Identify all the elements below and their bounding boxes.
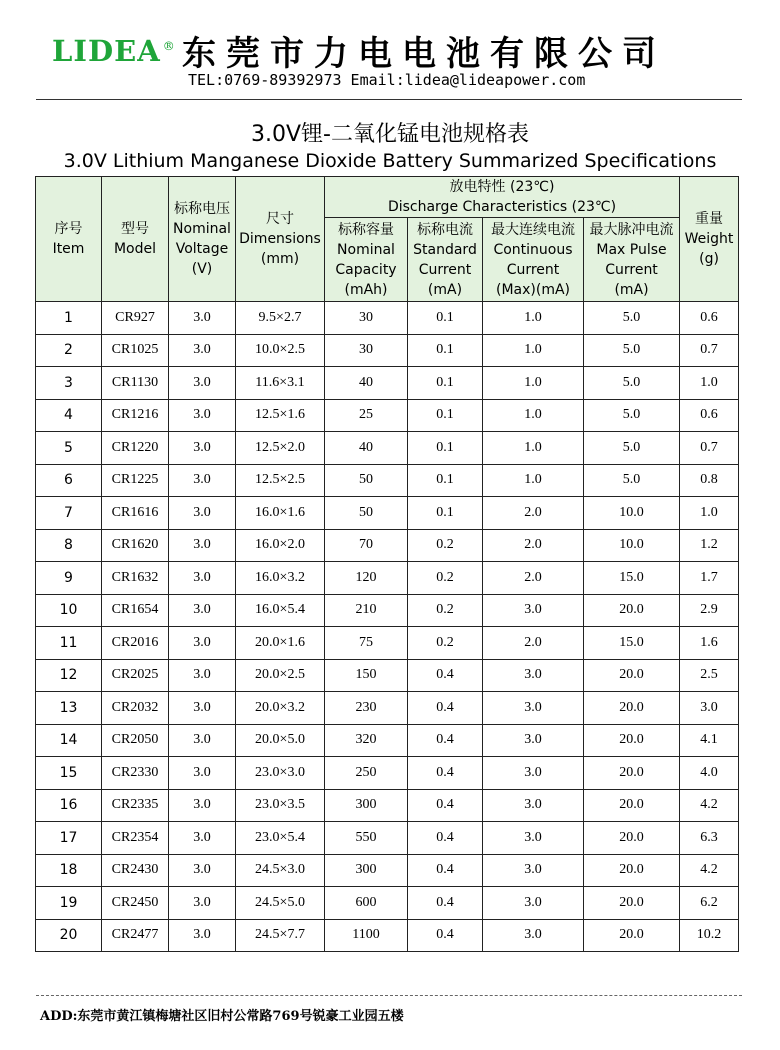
cell-pulse-current: 10.0 [584, 497, 680, 530]
cell-voltage: 3.0 [169, 529, 236, 562]
cell-item: 2 [36, 334, 102, 367]
cell-item: 20 [36, 919, 102, 952]
cell-standard-current: 0.4 [408, 757, 483, 790]
cell-standard-current: 0.4 [408, 724, 483, 757]
cell-standard-current: 0.2 [408, 594, 483, 627]
cell-dimensions: 20.0×5.0 [236, 724, 325, 757]
cell-capacity: 550 [325, 822, 408, 855]
cell-model: CR1654 [102, 594, 169, 627]
cell-continuous-current: 1.0 [483, 432, 584, 465]
cell-pulse-current: 15.0 [584, 562, 680, 595]
cell-voltage: 3.0 [169, 594, 236, 627]
cell-continuous-current: 3.0 [483, 724, 584, 757]
cell-weight: 4.0 [680, 757, 739, 790]
cell-item: 4 [36, 399, 102, 432]
cell-dimensions: 12.5×1.6 [236, 399, 325, 432]
cell-model: CR2050 [102, 724, 169, 757]
cell-pulse-current: 20.0 [584, 822, 680, 855]
cell-standard-current: 0.1 [408, 367, 483, 400]
cell-item: 11 [36, 627, 102, 660]
cell-pulse-current: 5.0 [584, 302, 680, 335]
cell-model: CR2025 [102, 659, 169, 692]
table-row [36, 757, 739, 790]
cell-weight: 1.7 [680, 562, 739, 595]
cell-item: 5 [36, 432, 102, 465]
cell-model: CR2477 [102, 919, 169, 952]
cell-weight: 4.2 [680, 789, 739, 822]
cell-capacity: 300 [325, 854, 408, 887]
table-row [36, 432, 739, 465]
cell-pulse-current: 5.0 [584, 464, 680, 497]
cell-weight: 0.7 [680, 432, 739, 465]
cell-dimensions: 16.0×5.4 [236, 594, 325, 627]
cell-pulse-current: 20.0 [584, 789, 680, 822]
cell-continuous-current: 1.0 [483, 334, 584, 367]
cell-standard-current: 0.2 [408, 562, 483, 595]
cell-weight: 1.2 [680, 529, 739, 562]
cell-standard-current: 0.1 [408, 334, 483, 367]
table-row [36, 497, 739, 530]
logo-text: LIDEA [52, 34, 161, 68]
cell-pulse-current: 5.0 [584, 432, 680, 465]
table-row [36, 464, 739, 497]
cell-standard-current: 0.1 [408, 464, 483, 497]
cell-item: 9 [36, 562, 102, 595]
cell-pulse-current: 20.0 [584, 692, 680, 725]
cell-model: CR1616 [102, 497, 169, 530]
cell-item: 8 [36, 529, 102, 562]
cell-capacity: 320 [325, 724, 408, 757]
cell-item: 18 [36, 854, 102, 887]
cell-item: 14 [36, 724, 102, 757]
cell-continuous-current: 3.0 [483, 919, 584, 952]
cell-capacity: 75 [325, 627, 408, 660]
cell-item: 12 [36, 659, 102, 692]
spec-table-body [36, 302, 739, 952]
company-name: 东莞市力电电池有限公司 [182, 34, 666, 74]
cell-pulse-current: 20.0 [584, 724, 680, 757]
table-row [36, 562, 739, 595]
header-divider [36, 99, 742, 100]
cell-model: CR1632 [102, 562, 169, 595]
cell-item: 15 [36, 757, 102, 790]
cell-continuous-current: 3.0 [483, 822, 584, 855]
cell-voltage: 3.0 [169, 334, 236, 367]
cell-continuous-current: 3.0 [483, 789, 584, 822]
cell-dimensions: 23.0×3.5 [236, 789, 325, 822]
cell-capacity: 40 [325, 432, 408, 465]
table-row [36, 692, 739, 725]
cell-dimensions: 23.0×3.0 [236, 757, 325, 790]
cell-capacity: 210 [325, 594, 408, 627]
header-row-1 [36, 177, 739, 218]
cell-item: 19 [36, 887, 102, 920]
cell-standard-current: 0.1 [408, 497, 483, 530]
spec-table [35, 176, 739, 952]
cell-standard-current: 0.1 [408, 399, 483, 432]
cell-weight: 10.2 [680, 919, 739, 952]
company-address: ADD:东莞市黄江镇梅塘社区旧村公常路769号锐豪工业园五楼 [40, 1009, 404, 1024]
page-title-en: 3.0V Lithium Manganese Dioxide Battery Summarized Specifications [63, 150, 717, 172]
cell-dimensions: 16.0×2.0 [236, 529, 325, 562]
cell-voltage: 3.0 [169, 302, 236, 335]
table-row [36, 594, 739, 627]
cell-continuous-current: 3.0 [483, 692, 584, 725]
cell-weight: 4.1 [680, 724, 739, 757]
cell-continuous-current: 2.0 [483, 627, 584, 660]
cell-continuous-current: 1.0 [483, 302, 584, 335]
cell-model: CR1225 [102, 464, 169, 497]
cell-capacity: 40 [325, 367, 408, 400]
cell-dimensions: 10.0×2.5 [236, 334, 325, 367]
cell-weight: 6.2 [680, 887, 739, 920]
table-row [36, 822, 739, 855]
col-header-pulse-current: 最大脉冲电流 Max Pulse Current (mA) [584, 218, 680, 302]
cell-dimensions: 12.5×2.0 [236, 432, 325, 465]
cell-model: CR1216 [102, 399, 169, 432]
cell-voltage: 3.0 [169, 627, 236, 660]
cell-model: CR2450 [102, 887, 169, 920]
table-row [36, 367, 739, 400]
cell-weight: 1.0 [680, 367, 739, 400]
cell-dimensions: 16.0×3.2 [236, 562, 325, 595]
cell-voltage: 3.0 [169, 757, 236, 790]
cell-weight: 3.0 [680, 692, 739, 725]
cell-dimensions: 9.5×2.7 [236, 302, 325, 335]
cell-pulse-current: 15.0 [584, 627, 680, 660]
cell-dimensions: 23.0×5.4 [236, 822, 325, 855]
cell-dimensions: 20.0×1.6 [236, 627, 325, 660]
cell-voltage: 3.0 [169, 399, 236, 432]
cell-pulse-current: 20.0 [584, 854, 680, 887]
col-header-standard-current: 标称电流 Standard Current (mA) [408, 218, 483, 302]
cell-item: 7 [36, 497, 102, 530]
table-row [36, 854, 739, 887]
cell-model: CR2430 [102, 854, 169, 887]
cell-voltage: 3.0 [169, 367, 236, 400]
cell-dimensions: 24.5×3.0 [236, 854, 325, 887]
table-row [36, 887, 739, 920]
cell-item: 16 [36, 789, 102, 822]
cell-model: CR1025 [102, 334, 169, 367]
cell-capacity: 120 [325, 562, 408, 595]
cell-pulse-current: 20.0 [584, 594, 680, 627]
cell-capacity: 1100 [325, 919, 408, 952]
cell-voltage: 3.0 [169, 432, 236, 465]
cell-pulse-current: 5.0 [584, 334, 680, 367]
cell-continuous-current: 1.0 [483, 367, 584, 400]
cell-capacity: 230 [325, 692, 408, 725]
cell-item: 3 [36, 367, 102, 400]
contact-line: TEL:0769-89392973 Email:lidea@lideapower.com [188, 71, 586, 89]
cell-capacity: 250 [325, 757, 408, 790]
cell-continuous-current: 2.0 [483, 562, 584, 595]
cell-voltage: 3.0 [169, 562, 236, 595]
cell-continuous-current: 3.0 [483, 757, 584, 790]
cell-dimensions: 11.6×3.1 [236, 367, 325, 400]
cell-standard-current: 0.4 [408, 854, 483, 887]
cell-voltage: 3.0 [169, 692, 236, 725]
page-title-cn: 3.0V锂-二氧化锰电池规格表 [251, 122, 529, 147]
cell-item: 10 [36, 594, 102, 627]
cell-voltage: 3.0 [169, 659, 236, 692]
letterhead [0, 0, 780, 100]
cell-pulse-current: 20.0 [584, 887, 680, 920]
cell-capacity: 300 [325, 789, 408, 822]
cell-continuous-current: 2.0 [483, 529, 584, 562]
cell-item: 17 [36, 822, 102, 855]
cell-voltage: 3.0 [169, 887, 236, 920]
cell-model: CR1130 [102, 367, 169, 400]
cell-dimensions: 20.0×3.2 [236, 692, 325, 725]
cell-model: CR2016 [102, 627, 169, 660]
table-row [36, 659, 739, 692]
cell-standard-current: 0.1 [408, 432, 483, 465]
cell-voltage: 3.0 [169, 854, 236, 887]
cell-pulse-current: 10.0 [584, 529, 680, 562]
cell-weight: 0.6 [680, 399, 739, 432]
cell-model: CR1620 [102, 529, 169, 562]
cell-capacity: 70 [325, 529, 408, 562]
col-header-weight: 重量 Weight (g) [680, 177, 739, 302]
cell-model: CR2354 [102, 822, 169, 855]
table-row [36, 789, 739, 822]
cell-pulse-current: 20.0 [584, 659, 680, 692]
cell-weight: 6.3 [680, 822, 739, 855]
cell-capacity: 600 [325, 887, 408, 920]
cell-weight: 4.2 [680, 854, 739, 887]
col-header-voltage: 标称电压 Nominal Voltage (V) [169, 177, 236, 302]
cell-voltage: 3.0 [169, 822, 236, 855]
cell-continuous-current: 3.0 [483, 854, 584, 887]
cell-capacity: 25 [325, 399, 408, 432]
cell-weight: 0.6 [680, 302, 739, 335]
cell-standard-current: 0.4 [408, 659, 483, 692]
cell-weight: 2.5 [680, 659, 739, 692]
table-row [36, 627, 739, 660]
cell-weight: 0.7 [680, 334, 739, 367]
cell-voltage: 3.0 [169, 919, 236, 952]
cell-voltage: 3.0 [169, 724, 236, 757]
col-header-capacity: 标称容量 Nominal Capacity (mAh) [325, 218, 408, 302]
cell-model: CR2335 [102, 789, 169, 822]
cell-continuous-current: 2.0 [483, 497, 584, 530]
col-header-dimensions: 尺寸 Dimensions (mm) [236, 177, 325, 302]
table-row [36, 302, 739, 335]
cell-dimensions: 20.0×2.5 [236, 659, 325, 692]
cell-standard-current: 0.2 [408, 529, 483, 562]
cell-standard-current: 0.4 [408, 919, 483, 952]
cell-standard-current: 0.1 [408, 302, 483, 335]
cell-item: 1 [36, 302, 102, 335]
cell-continuous-current: 1.0 [483, 464, 584, 497]
cell-model: CR2032 [102, 692, 169, 725]
cell-capacity: 50 [325, 464, 408, 497]
cell-standard-current: 0.4 [408, 822, 483, 855]
cell-pulse-current: 20.0 [584, 757, 680, 790]
cell-model: CR1220 [102, 432, 169, 465]
registered-mark: ® [162, 39, 176, 54]
cell-pulse-current: 5.0 [584, 399, 680, 432]
cell-dimensions: 12.5×2.5 [236, 464, 325, 497]
cell-pulse-current: 5.0 [584, 367, 680, 400]
col-header-item: 序号 Item [36, 177, 102, 302]
col-header-discharge-group: 放电特性 (23℃) Discharge Characteristics (23℃) [325, 177, 680, 218]
cell-standard-current: 0.4 [408, 789, 483, 822]
cell-weight: 1.0 [680, 497, 739, 530]
cell-voltage: 3.0 [169, 464, 236, 497]
cell-continuous-current: 3.0 [483, 887, 584, 920]
lidea-logo [52, 34, 176, 68]
cell-dimensions: 24.5×7.7 [236, 919, 325, 952]
cell-weight: 2.9 [680, 594, 739, 627]
cell-capacity: 30 [325, 334, 408, 367]
cell-capacity: 150 [325, 659, 408, 692]
cell-model: CR2330 [102, 757, 169, 790]
table-row [36, 529, 739, 562]
cell-voltage: 3.0 [169, 497, 236, 530]
table-row [36, 724, 739, 757]
cell-standard-current: 0.4 [408, 887, 483, 920]
cell-continuous-current: 1.0 [483, 399, 584, 432]
cell-item: 6 [36, 464, 102, 497]
table-row [36, 399, 739, 432]
table-row [36, 334, 739, 367]
cell-continuous-current: 3.0 [483, 594, 584, 627]
col-header-model: 型号 Model [102, 177, 169, 302]
col-header-continuous-current: 最大连续电流 Continuous Current (Max)(mA) [483, 218, 584, 302]
cell-dimensions: 24.5×5.0 [236, 887, 325, 920]
cell-standard-current: 0.4 [408, 692, 483, 725]
footer-divider [36, 995, 742, 996]
cell-model: CR927 [102, 302, 169, 335]
cell-capacity: 30 [325, 302, 408, 335]
cell-weight: 0.8 [680, 464, 739, 497]
cell-voltage: 3.0 [169, 789, 236, 822]
cell-capacity: 50 [325, 497, 408, 530]
cell-continuous-current: 3.0 [483, 659, 584, 692]
table-row [36, 919, 739, 952]
cell-standard-current: 0.2 [408, 627, 483, 660]
cell-item: 13 [36, 692, 102, 725]
cell-weight: 1.6 [680, 627, 739, 660]
cell-dimensions: 16.0×1.6 [236, 497, 325, 530]
cell-pulse-current: 20.0 [584, 919, 680, 952]
